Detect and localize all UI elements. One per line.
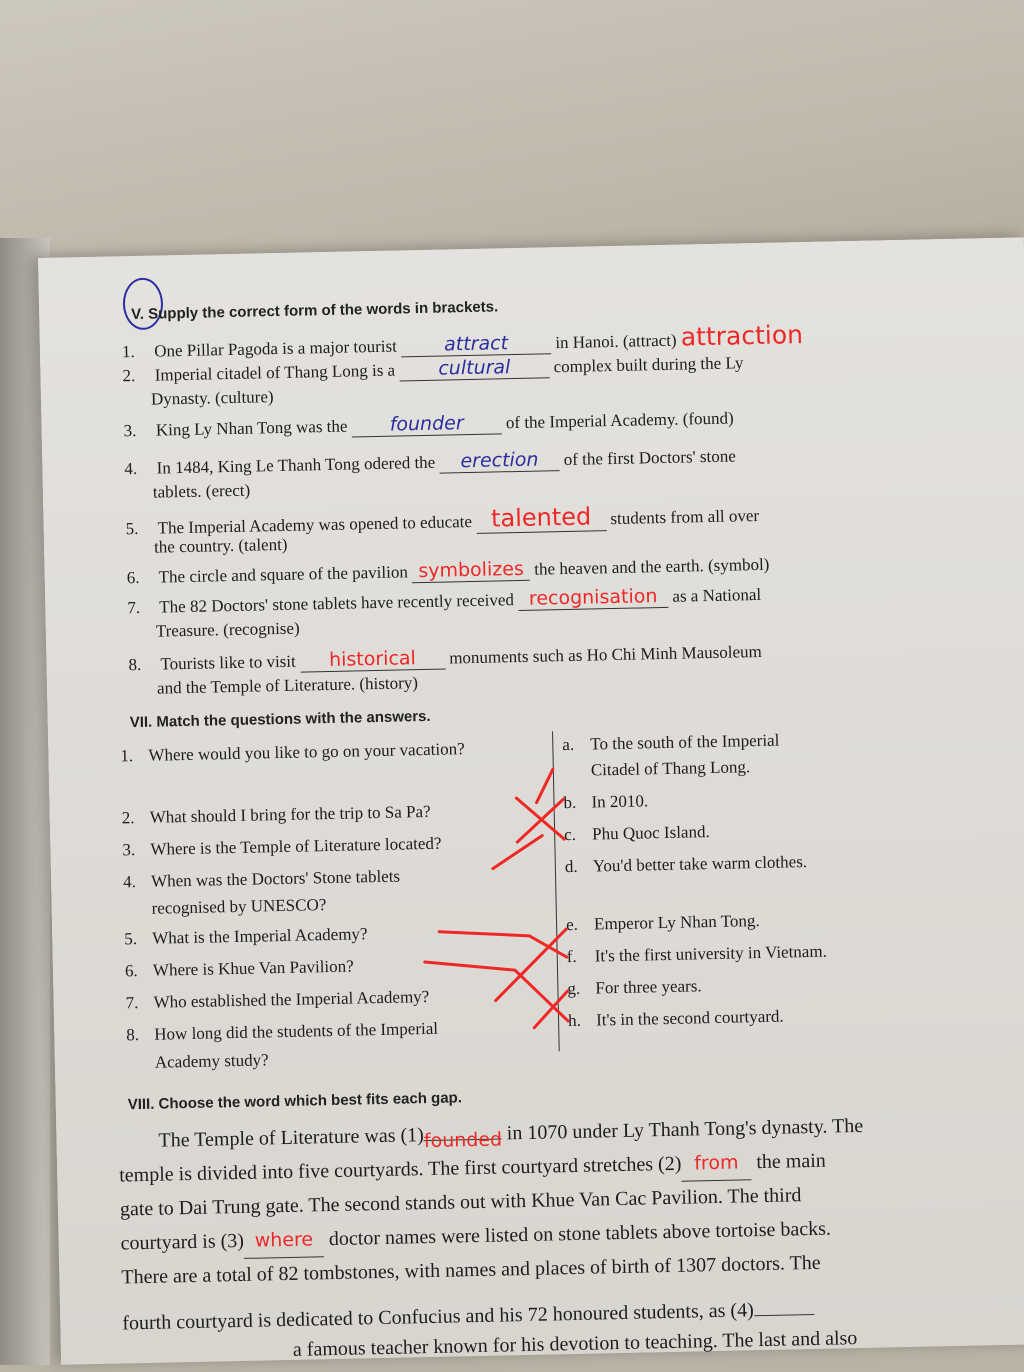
v-item-7-cont: Treasure. (recognise) — [155, 618, 300, 641]
section-vii-title: VII. Match the questions with the answers. — [129, 707, 431, 732]
v-item-5-blank: talented — [476, 502, 607, 534]
q-item-4: 4. When was the Doctors' Stone tablets — [122, 866, 401, 892]
q-item-4-cont: recognised by UNESCO? — [151, 895, 327, 918]
v-item-7: 7. The 82 Doctors' stone tablets have recently received recognisation as a National — [127, 584, 762, 618]
v-item-2: 2. Imperial citadel of Thang Long is a cultural complex built during the Ly — [122, 353, 744, 386]
viii-line-3: gate to Dai Trung gate. The second stands out with Khue Van Cac Pavilion. The third — [119, 1184, 802, 1221]
v-item-1-correction: attraction — [680, 320, 804, 352]
q-item-5: 5. What is the Imperial Academy? — [124, 924, 368, 949]
viii-gap-2: from — [681, 1145, 752, 1181]
match-line-7-e — [494, 929, 567, 1000]
v-item-3-blank: founder — [351, 411, 501, 437]
a-item-b: b. In 2010. — [563, 791, 649, 813]
viii-gap-3: where — [244, 1222, 325, 1259]
v-item-2-cont: Dynasty. (culture) — [150, 387, 274, 409]
viii-line-7: a famous teacher known for his devotion to teaching. The last and also — [292, 1327, 858, 1361]
match-line-8-g — [533, 991, 568, 1028]
section-viii-title: VIII. Choose the word which best fits each gap. — [127, 1089, 463, 1114]
a-item-e: e. Emperor Ly Nhan Tong. — [565, 911, 760, 935]
viii-line-5: There are a total of 82 tombstones, with names and places of birth of 1307 doctors. The — [121, 1251, 821, 1289]
v-item-6-blank: symbolizes — [412, 558, 530, 583]
a-item-g: g. For three years. — [567, 976, 702, 999]
q-item-7: 7. Who established the Imperial Academy? — [125, 986, 430, 1013]
viii-gap-1: founded — [423, 1128, 503, 1153]
viii-line-4: courtyard is (3) where doctor names were listed on stone tablets above tortoise backs. — [120, 1212, 831, 1262]
a-item-a-cont: Citadel of Thang Long. — [590, 757, 751, 780]
v-item-8-blank: historical — [300, 647, 445, 673]
a-item-c: c. Phu Quoc Island. — [563, 822, 710, 845]
v-item-5-cont: the country. (talent) — [153, 534, 288, 557]
a-item-f: f. It's the first university in Vietnam. — [566, 941, 828, 967]
v-item-2-blank: cultural — [399, 355, 549, 381]
viii-gap-4 — [754, 1314, 814, 1316]
q-item-2: 2. What should I bring for the trip to Sa Pa? — [121, 801, 431, 828]
worksheet-page — [38, 237, 1024, 1364]
red-matching-lines — [100, 239, 977, 1077]
v-item-3: 3. King Ly Nhan Tong was the founder of the Imperial Academy. (found) — [123, 408, 734, 441]
v-item-7-blank: recognisation — [518, 585, 668, 611]
viii-line-6: fourth courtyard is dedicated to Confucius and his 72 honoured students, as (4) — [122, 1292, 814, 1340]
viii-line-2: temple is divided into five courtyards. The first courtyard stretches (2) from the main — [119, 1144, 826, 1194]
v-item-4: 4. In 1484, King Le Thanh Tong odered the erection of the first Doctors' stone — [124, 446, 736, 479]
v-item-6: 6. The circle and square of the pavilion symbolizes the heaven and the earth. (symbol) — [126, 554, 770, 588]
q-item-8-cont: Academy study? — [154, 1050, 269, 1072]
match-line-1-check — [536, 769, 554, 802]
v-item-1-blank: attract — [401, 331, 551, 357]
q-item-8: 8. How long did the students of the Imperial — [126, 1018, 439, 1045]
v-item-4-cont: tablets. (erect) — [152, 480, 251, 502]
q-item-3: 3. Where is the Temple of Literature located? — [122, 833, 442, 860]
v-item-4-blank: erection — [439, 448, 559, 474]
q-item-1: 1. Where would you like to go on your vacation? — [120, 739, 465, 766]
viii-line-1: The Temple of Literature was (1) founded in 1070 under Ly Thanh Tong's dynasty. The — [158, 1114, 864, 1153]
v-item-8-cont: and the Temple of Literature. (history) — [156, 673, 419, 698]
a-item-h: h. It's in the second courtyard. — [567, 1006, 784, 1031]
a-item-a: a. To the south of the Imperial — [562, 730, 780, 755]
match-line-5-f — [439, 929, 567, 960]
v-item-1: 1. One Pillar Pagoda is a major tourist attract in Hanoi. (attract) attraction — [121, 320, 804, 362]
q-item-6: 6. Where is Khue Van Pavilion? — [124, 956, 354, 981]
section-v-title: V. Supply the correct form of the words in brackets. — [131, 298, 499, 324]
v-item-5: 5. The Imperial Academy was opened to educate talented students from all over — [125, 502, 760, 539]
a-item-d: d. You'd better take warm clothes. — [564, 852, 808, 877]
v-item-8: 8. Tourists like to visit historical monuments such as Ho Chi Minh Mausoleum — [128, 641, 762, 675]
